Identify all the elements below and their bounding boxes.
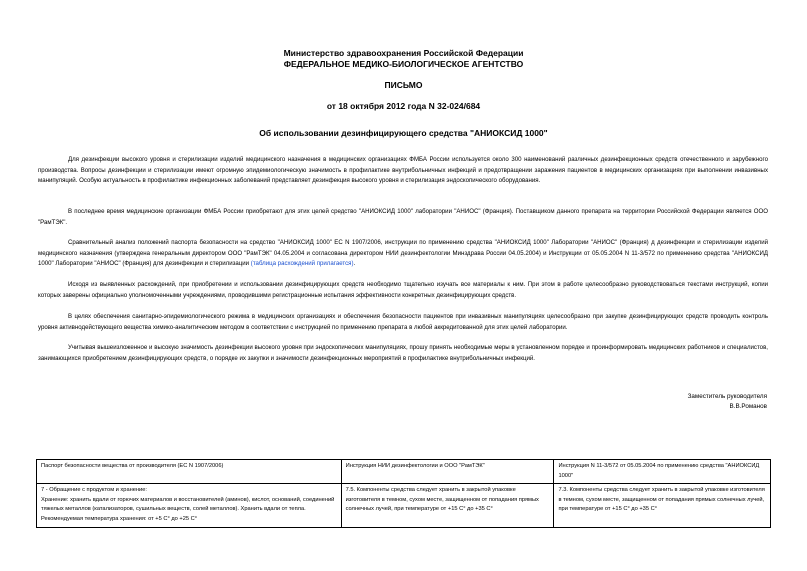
table-cell: 7.5. Компоненты средства следует хранить в закрытой упаковке изготовителя в темном, сухом месте, защищенном от попадания прямых солнечных лучей, при температуре от +15 С° до +35 С° (341, 484, 554, 527)
document-date-number: от 18 октября 2012 года N 32-024/684 (326, 101, 481, 111)
table-header-cell: Инструкция НИИ дезинфектологии и ООО "РамТЭК" (341, 460, 554, 484)
document-subject: Об использовании дезинфицирующего средства "АНИОКСИД 1000" (259, 128, 548, 138)
comparison-table (36, 459, 771, 528)
paragraph-3-end: . (353, 260, 356, 268)
signature-position: Заместитель руководителя (687, 393, 767, 400)
agency-name: ФЕДЕРАЛЬНОЕ МЕДИКО-БИОЛОГИЧЕСКОЕ АГЕНТСТВО (283, 59, 524, 69)
table-cell: 7 - Обращение с продуктом и хранение: Хранение: хранить вдали от горючих материалов и восстановителей (аминов), кислот, оснований, соединений тяжелых металлов (катализаторов, сушильных веществ, солей металлов). Хранить вдали от тепла. Рекомендуемая температура хранения: от +5 С° до +25 С° (37, 484, 342, 527)
table-header-cell: Паспорт безопасности вещества от производителя (ЕС N 1907/2006) (37, 460, 342, 484)
signature-name: В.В.Романов (729, 403, 767, 410)
paragraph-2: В последнее время медицинские организации ФМБА России приобретают для этих целей средство "АНИОКСИД 1000" лаборатории "АНИОС" (Франция). Поставщиком данного препарата на территории Российской Федерации является ООО "РамТЭК". (38, 208, 768, 226)
paragraph-3 (38, 238, 768, 270)
table-row (37, 484, 771, 527)
paragraph-1: Для дезинфекции высокого уровня и стерилизации изделий медицинского назначения в медицинских организациях ФМБА России используется около 300 наименований различных дезинфекционных средств отечественного и зарубежного производства. Вопросы дезинфекции и стерилизации имеют огромную эпидемиологическую значимость в профилактике внутрибольничных инфекций и предотвращении заражения пациентов в медицинских организациях при выполнении инвазивных манипуляций. Особую актуальность в профилактике инфекционных заболеваний представляет дезинфекция высокого уровня и стерилизация эндоскопического оборудования. (38, 156, 768, 185)
paragraph-6: Учитывая вышеизложенное и высокую значимость дезинфекции высокого уровня при эндоскопических манипуляциях, прошу принять необходимые меры в установленном порядке и проинформировать медицинских работников и специалистов, занимающихся приобретением дезинфицирующих средств, о порядке их закупки и значимости дезинфекционных мероприятий в профилактике внутрибольничных инфекций. (38, 344, 768, 362)
discrepancy-table-link[interactable]: (таблица расхождений прилагается) (250, 260, 354, 268)
table-header-cell: Инструкция N 11-3/572 от 05.05.2004 по применению средства "АНИОКСИД 1000" (554, 460, 771, 484)
table-cell: 7.3. Компоненты средства следует хранить в закрытой упаковке изготовителя в темном, сухом месте, защищенном от попадания прямых солнечных лучей, при температуре от +15 С° до +35 С° (554, 484, 771, 527)
paragraph-4: Исходя из выявленных расхождений, при приобретении и использовании дезинфицирующих средств необходимо тщательно изучать все материалы к ним. При этом в работе целесообразно руководствоваться текстами инструкций, копии которых заверены официально уполномоченными учреждениями, проводившими регистрационные испытания эффективности конкретных дезинфицирующих средств. (38, 281, 768, 299)
ministry-name: Министерство здравоохранения Российской Федерации (283, 48, 524, 58)
paragraph-3-text: Сравнительный анализ положений паспорта безопасности на средство "АНИОКСИД 1000" ЕС N 1907/2006, инструкции по применению средства "АНИОКСИД 1000" Лаборатории "АНИОС" (Франция) д дезинфекции и стерилизации изделий медицинского назначения (утверждена генеральным директором ООО "РамТЭК" 04.05.2004 и согласована директором НИИ дезинфектологии Минздрава России 04.05.2004) и Инструкции от 05.05.2004 N 11-3/572 по применению средства "АНИОКСИД 1000" Лаборатории "АНИОС" (Франция) для дезинфекции и стерилизации (38, 239, 768, 268)
document-type: ПИСЬМО (384, 80, 423, 90)
paragraph-5: В целях обеспечения санитарно-эпидемиологического режима в медицинских организациях и обеспечения безопасности пациентов при инвазивных манипуляциях целесообразно при закупке дезинфицирующих средств проводить контроль уровня активнодействующего вещества химико-аналитическим методом в соответствии с инструкцией по применению препарата в любой аккредитованной для этих целей лаборатории. (38, 313, 768, 331)
table-header-row (37, 460, 771, 484)
